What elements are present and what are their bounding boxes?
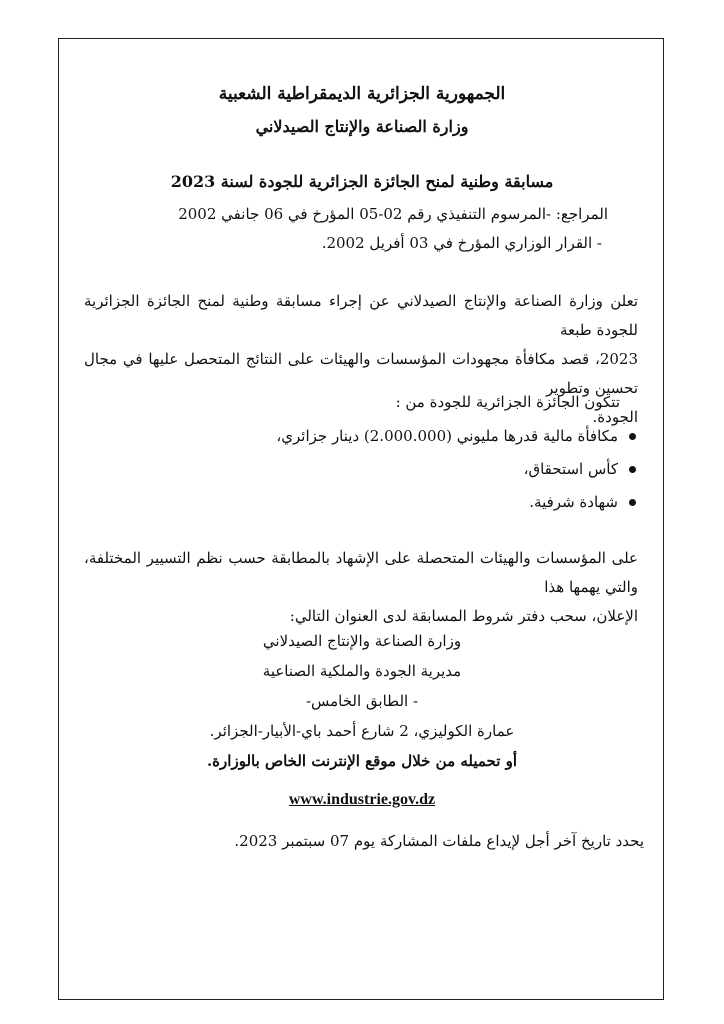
award-item-text: مكافأة مالية قدرها مليوني (2.000.000) دينار جزائري، (276, 427, 618, 445)
references-line-1: المراجع: -المرسوم التنفيذي رقم 02-05 المؤرخ في 06 جانفي 2002 (178, 205, 608, 223)
list-item (276, 420, 636, 453)
bullet-icon (629, 433, 636, 440)
paragraph-line-1: تعلن وزارة الصناعة والإنتاج الصيدلاني عن إجراء مسابقة وطنية لمنح الجائزة الجزائرية للجودة طبعة (84, 292, 638, 339)
references-line-2: - القرار الوزاري المؤرخ في 03 أفريل 2002. (321, 234, 602, 252)
award-item-text: كأس استحقاق، (523, 460, 618, 478)
award-intro: تتكون الجائزة الجزائرية للجودة من : (395, 393, 620, 411)
award-item-text: شهادة شرفية. (529, 493, 618, 511)
address-line-5: أو تحميله من خلال موقع الإنترنت الخاص بالوزارة. (206, 752, 518, 770)
address-line-4: عمارة الكوليزي، 2 شارع أحمد باي-الأبيار-الجزائر. (209, 722, 515, 740)
address-line-3: - الطابق الخامس- (305, 692, 419, 710)
bullet-icon (629, 499, 636, 506)
paragraph-line-2: 2023، قصد مكافأة مجهودات المؤسسات والهيئات على النتائج المتحصل عليها في مجال تحسين وتطوير (84, 350, 638, 397)
address-line-1: وزارة الصناعة والإنتاج الصيدلاني (262, 632, 462, 650)
instructions-paragraph (84, 544, 638, 631)
instructions-line-2: الإعلان، سحب دفتر شروط المسابقة لدى العنوان التالي: (289, 607, 638, 625)
website-link[interactable]: www.industrie.gov.dz (288, 791, 436, 808)
bullet-icon (629, 466, 636, 473)
list-item (276, 486, 636, 519)
paragraph-line-3: الجودة. (592, 408, 638, 426)
award-list (276, 420, 636, 519)
instructions-line-1: على المؤسسات والهيئات المتحصلة على الإشهاد بالمطابقة حسب نظم التسيير المختلفة، والتي يهمها هذا (84, 549, 638, 596)
list-item (276, 453, 636, 486)
republic-header: الجمهورية الجزائرية الديمقراطية الشعبية (218, 84, 506, 104)
ministry-header: وزارة الصناعة والإنتاج الصيدلاني (255, 117, 469, 136)
deadline-text: يحدد تاريخ آخر أجل لإيداع ملفات المشاركة يوم 07 سبتمبر 2023. (234, 832, 644, 850)
announcement-title: مسابقة وطنية لمنح الجائزة الجزائرية للجودة لسنة 2023 (170, 172, 554, 191)
address-line-2: مديرية الجودة والملكية الصناعية (262, 662, 462, 680)
